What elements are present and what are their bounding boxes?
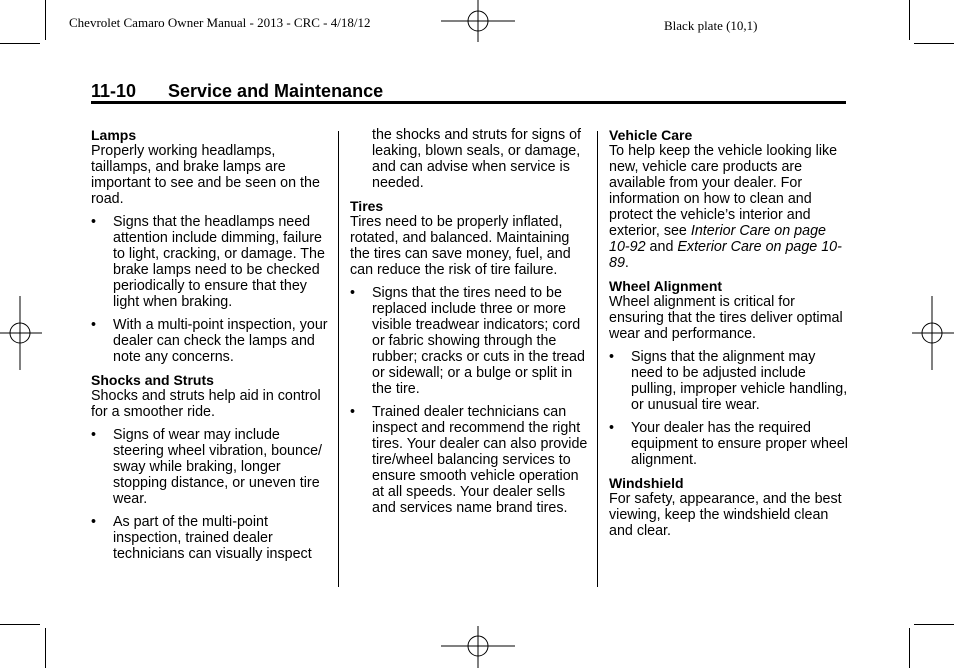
crop-mark [914, 624, 954, 625]
crop-mark [0, 624, 40, 625]
paragraph: Wheel alignment is critical for ensuring that the tires deliver optimal wear and performance. [609, 294, 843, 342]
heading-windshield: Windshield [609, 475, 684, 491]
list-item [91, 214, 331, 310]
bullet-icon: • [91, 514, 97, 530]
list-item-text: Your dealer has the required equipment to ensure proper wheel alignment. [631, 420, 848, 468]
list-item-continued [350, 127, 590, 191]
column-2 [350, 127, 590, 523]
list-item-text: Signs that the tires need to be replaced include three or more visible treadwear indicators; cord or fabric showing through the rubber; cracks or cuts in the tread or sidewall; or a bulge or split in the tire. [372, 285, 585, 397]
plate-label: Black plate (10,1) [664, 18, 758, 33]
heading-shocks: Shocks and Struts [91, 372, 214, 388]
list-item-text: the shocks and struts for signs of leaking, blown seals, or damage, and can advise when service is needed. [372, 127, 581, 191]
paragraph: For safety, appearance, and the best viewing, keep the windshield clean and clear. [609, 491, 842, 539]
list-item-text: Signs of wear may include steering wheel vibration, bounce/ sway while braking, longer stopping distance, or uneven tire wear. [113, 427, 323, 507]
bullet-icon: • [91, 427, 97, 443]
crop-mark [909, 0, 910, 40]
paragraph-text: and [645, 239, 678, 255]
list-item-text: Signs that the alignment may need to be adjusted include pulling, improper vehicle handling, or unusual tire wear. [631, 349, 848, 413]
registration-mark-icon [912, 296, 954, 370]
title-rule [91, 101, 846, 104]
bullet-icon: • [91, 317, 97, 333]
crop-mark [45, 0, 46, 40]
manual-header: Chevrolet Camaro Owner Manual - 2013 - CRC - 4/18/12 [69, 15, 371, 30]
heading-wheel-alignment: Wheel Alignment [609, 278, 723, 294]
column-divider [338, 131, 339, 587]
crop-mark [45, 628, 46, 668]
section-title [91, 80, 846, 102]
list-item [91, 317, 331, 365]
crop-mark [909, 628, 910, 668]
column-divider [597, 131, 598, 587]
registration-mark-icon [441, 626, 515, 668]
paragraph: Tires need to be properly inflated, rotated, and balanced. Maintaining the tires can save money, fuel, and can reduce the risk of tire failure. [350, 214, 571, 278]
heading-tires: Tires [350, 198, 384, 214]
bullet-icon: • [350, 404, 356, 420]
paragraph-text: . [624, 255, 629, 271]
bullet-icon: • [609, 349, 615, 365]
crop-mark [914, 43, 954, 44]
list-item [350, 404, 590, 516]
bullet-icon: • [609, 420, 615, 436]
crop-mark [0, 43, 40, 44]
paragraph: Shocks and struts help aid in control for a smoother ride. [91, 388, 321, 420]
registration-mark-icon [0, 296, 42, 370]
section-name: Service and Maintenance [168, 81, 384, 101]
list-item [609, 349, 849, 413]
page-number: 11-10 [91, 81, 137, 101]
paragraph [609, 143, 849, 271]
list-item [91, 427, 331, 507]
bullet-icon: • [350, 285, 356, 301]
cross-reference-link[interactable]: Exterior Care on page 10-89 [609, 239, 842, 271]
heading-vehicle-care: Vehicle Care [609, 127, 693, 143]
heading-lamps: Lamps [91, 127, 137, 143]
list-item [609, 420, 849, 468]
paragraph-text: To help keep the vehicle looking like new, vehicle care products are available from your dealer. For information on how to clean and protect the vehicle’s interior and exterior, see [609, 143, 838, 239]
list-item-text: Trained dealer technicians can inspect and recommend the right tires. Your dealer can also provide tire/wheel balancing services to ensure smooth vehicle operation at all speeds. Your dealer sells and services name brand tires. [372, 404, 588, 516]
column-1 [91, 127, 331, 569]
list-item-text: Signs that the headlamps need attention include dimming, failure to light, cracking, or damage. The brake lamps need to be checked periodically to ensure that they light when braking. [113, 214, 325, 310]
registration-mark-icon [441, 0, 515, 42]
list-item-text: With a multi-point inspection, your dealer can check the lamps and note any concerns. [113, 317, 328, 365]
list-item [350, 285, 590, 397]
cross-reference-link[interactable]: Interior Care on page 10-92 [609, 223, 826, 255]
list-item-text: As part of the multi-point inspection, trained dealer technicians can visually inspect [113, 514, 312, 562]
paragraph: Properly working headlamps, taillamps, and brake lamps are important to see and be seen on the road. [91, 143, 320, 207]
column-3 [609, 127, 849, 546]
list-item [91, 514, 331, 562]
bullet-icon: • [91, 214, 97, 230]
